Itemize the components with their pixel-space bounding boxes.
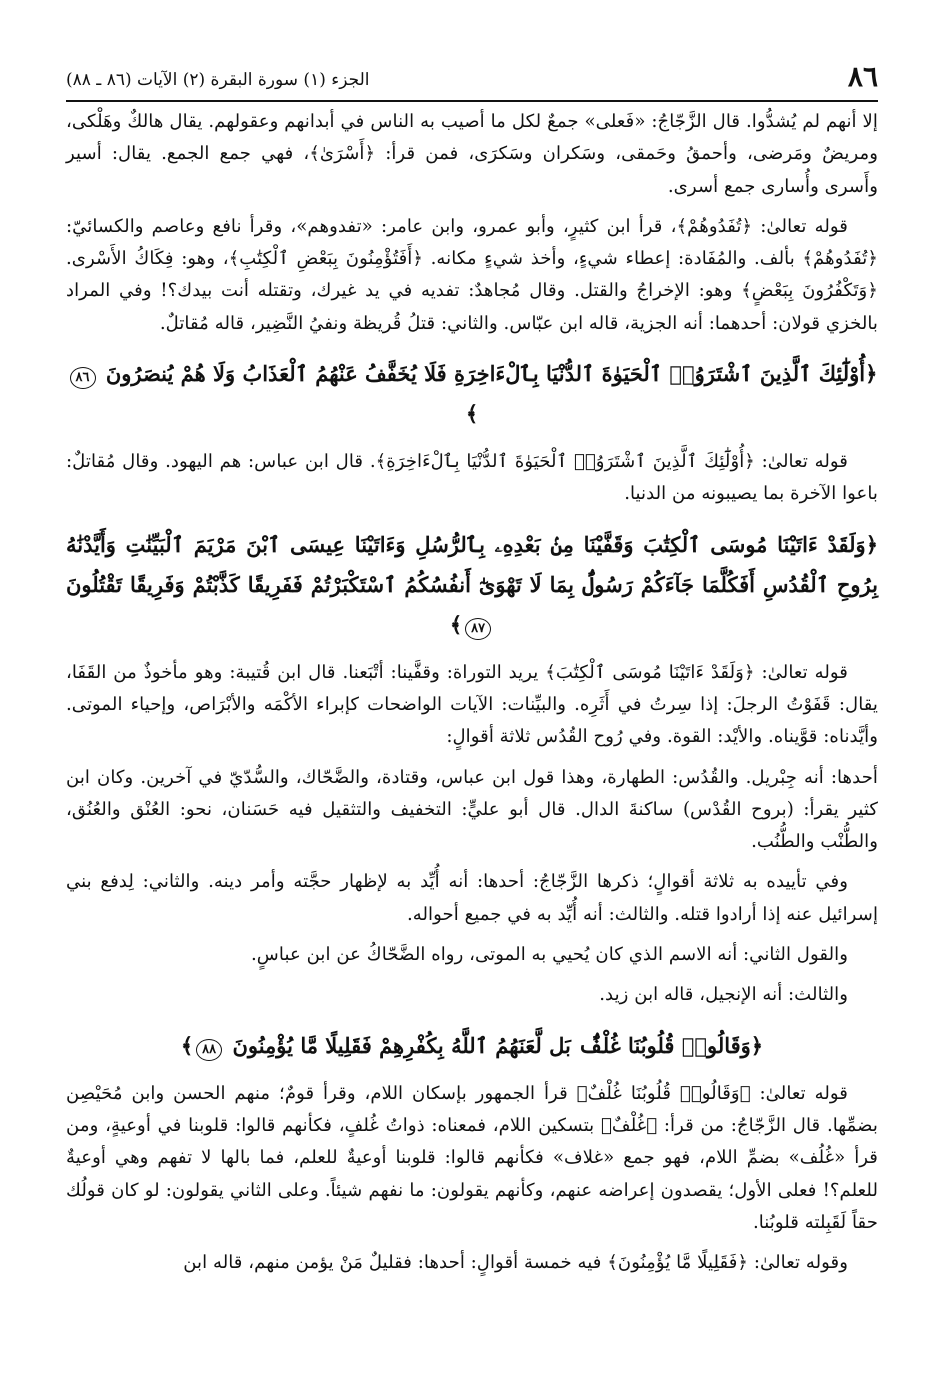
paragraph: إلا أنهم لم يُشدُّوا. قال الزَّجّاجُ: «فَعلى» جمعٌ لكل ما أصيب به الناس في أبدانهم وعقولهم. يقال هالكٌ وهَلْكى، ومريضٌ ومَرضى، وأحمقُ وحَمقى، وسَكران وسَكرَى، فمن قرأ: ﴿أَسْرَىٰ﴾، فهي جمع الجمع. يقال: أسير وأَسرى وأُسارى جمع أسرى. — [66, 111, 878, 197]
paragraph: قوله تعالىٰ: ﴿وَلَقَدْ ءَاتَيْنَا مُوسَى ٱلْكِتَٰبَ﴾ يريد التوراة: وقفَّينا: أتْبَعنا. قال ابن قُتيبة: وهو مأخوذٌ من القَفَا، يقال: قَفَوْتُ الرجلَ: إذا سِرتُ في أَثَرِه. والبيِّنات: الآيات الواضحات كإبراء الأكْمَه والأبْرَاص، وإحياء الموتى. وأيَّدناه: قوَّيناه. والأيْد: القوة. وفي رُوح القُدُس ثلاثة أقوالٍ: — [66, 661, 878, 748]
page-header — [66, 58, 878, 102]
header-rule — [66, 100, 878, 102]
paragraph: وقوله تعالىٰ: ﴿فَقَلِيلًا مَّا يُؤْمِنُونَ﴾ فيه خمسة أقوالٍ: أحدها: فقليلٌ مَنْ يؤمن منهم، قاله ابن — [183, 1252, 848, 1274]
paragraph: والثالث: أنه الإنجيل، قاله ابن زيد. — [599, 984, 848, 1006]
verse-close-bracket: ﴾ — [180, 1032, 194, 1058]
ayah-number: ٨٦ — [70, 367, 96, 389]
running-head: الجزء (١) سورة البقرة (٢) الآيات (٨٦ ـ ٨٨) — [66, 70, 370, 90]
verse-text: ﴿وَقَالُوا۟ قُلُوبُنَا غُلْفٌۢ بَل لَّعَنَهُمُ ٱللَّهُ بِكُفْرِهِمْ فَقَلِيلًا مَّا يُؤْمِنُونَ — [232, 1032, 764, 1058]
verse-text: ﴿وَلَقَدْ ءَاتَيْنَا مُوسَى ٱلْكِتَٰبَ وَقَفَّيْنَا مِنۢ بَعْدِهِۦ بِٱلرُّسُلِ وَءَاتَيْنَا عِيسَى ٱبْنَ مَرْيَمَ ٱلْبَيِّنَٰتِ وَأَيَّدْنَٰهُ بِرُوحِ ٱلْقُدُسِ أَفَكُلَّمَا جَآءَكُمْ رَسُولٌۢ بِمَا لَا تَهْوَىٰٓ أَنفُسُكُمُ ٱسْتَكْبَرْتُمْ فَفَرِيقًا كَذَّبْتُمْ وَفَرِيقًا تَقْتُلُونَ — [66, 531, 878, 597]
paragraph: قوله تعالىٰ: ﴿أُوْلَٰٓئِكَ ٱلَّذِينَ ٱشْتَرَوُا۟ ٱلْحَيَوٰةَ ٱلدُّنْيَا بِٱلْءَاخِرَةِ﴾. قال ابن عباس: هم اليهود. وقال مُقاتلٌ: باعوا الآخرة بما يصيبونه من الدنيا. — [66, 451, 878, 505]
paragraph: قوله تعالىٰ: ﴿وَقَالُوا۟ قُلُوبُنَا غُلْفٌ﴾ قرأ الجمهور بإسكان اللام، وقرأ قومٌ؛ منهم الحسن وابن مُحَيْصِن بضمِّها. قال الزَّجّاجُ: من قرأ: ﴿غُلْفٌ﴾ بتسكين اللام، فمعناه: ذواتُ غُلفٍ، فكأنهم قالوا: قلوبنا في أوعيةٍ، ومن قرأ «غُلُف» بضمِّ اللام، فهو جمع «غلاف» فكأنهم قالوا: قلوبنا أوعيةٌ للعلم، فما بالها لا تفهم وهي أوعيةٌ للعلم؟! فعلى الأول؛ يقصدون إعراضه عنهم، وكأنهم يقولون: ما نفهم شيئاً. وعلى الثاني يقولون: لو كان قولُك حقاً لَقَبِلته قلوبُنا. — [66, 1082, 878, 1233]
ayah-number: ٨٧ — [465, 618, 491, 640]
quran-verse — [66, 1026, 878, 1066]
verse-close-bracket: ﴾ — [449, 611, 463, 637]
ayah-number: ٨٨ — [196, 1039, 222, 1061]
verse-text: ﴿أُوْلَٰٓئِكَ ٱلَّذِينَ ٱشْتَرَوُا۟ ٱلْحَيَوٰةَ ٱلدُّنْيَا بِٱلْءَاخِرَةِ فَلَا يُخَفَّفُ عَنْهُمُ ٱلْعَذَابُ وَلَا هُمْ يُنصَرُونَ — [105, 361, 878, 387]
quran-verse — [66, 354, 878, 434]
page-body — [66, 106, 878, 1279]
quran-verse — [66, 525, 878, 645]
paragraph: أحدها: أنه جِبْريل. والقُدُس: الطهارة، وهذا قول ابن عباس، وقتادة، والضَّحّاك، والسُّدّيّ في آخرين. وكان ابن كثير يقرأ: (بروح القُدْس) ساكنةَ الدال. قال أبو عليٍّ: التخفيف والتثقيل فيه حَسَنان، نحو: العُنْق والعُنُق، والطُّنْب والطُّنُب. — [66, 766, 878, 853]
verse-close-bracket: ﴾ — [465, 401, 479, 427]
page-number: ٨٦ — [847, 60, 878, 93]
paragraph: قوله تعالىٰ: ﴿تُفَدُوهُمْ﴾، قرأ ابن كثيرٍ، وأبو عمرو، وابن عامر: «تفدوهم»، وقرأ نافع وعاصم والكسائيّ: ﴿تُفَدُوهُمْ﴾ بألف. والمُفَادة: إعطاء شيءٍ، وأخذ شيءٍ مكانه. ﴿أَفَتُؤْمِنُونَ بِبَعْضِ ٱلْكِتَٰبِ﴾، وهو: فِكَاكُ الأَسْرى. ﴿وَتَكْفُرُونَ بِبَعْضٍ﴾ وهو: الإخراجُ والقتل. وقال مُجاهدٌ: تفديه في يد غيرك، وتقتله أنت بيدك؟! وفي المراد بالخزي قولان: أحدهما: أنه الجزية، قاله ابن عبّاس. والثاني: قتلُ قُريظة ونفيُ النَّضِير، قاله مُقاتلٌ. — [66, 215, 878, 334]
paragraph: والقول الثاني: أنه الاسم الذي كان يُحيي به الموتى، رواه الضَّحّاكُ عن ابن عباسٍ. — [250, 944, 848, 966]
paragraph: وفي تأييده به ثلاثة أقوالٍ؛ ذكرها الزَّجّاجُ: أحدها: أنه أُيِّد به لإظهار حجَّته وأمر دينه. والثاني: لِدفع بني إسرائيل عنه إذا أرادوا قتله. والثالث: أنه أُيِّد به في جميع أحواله. — [66, 871, 878, 925]
